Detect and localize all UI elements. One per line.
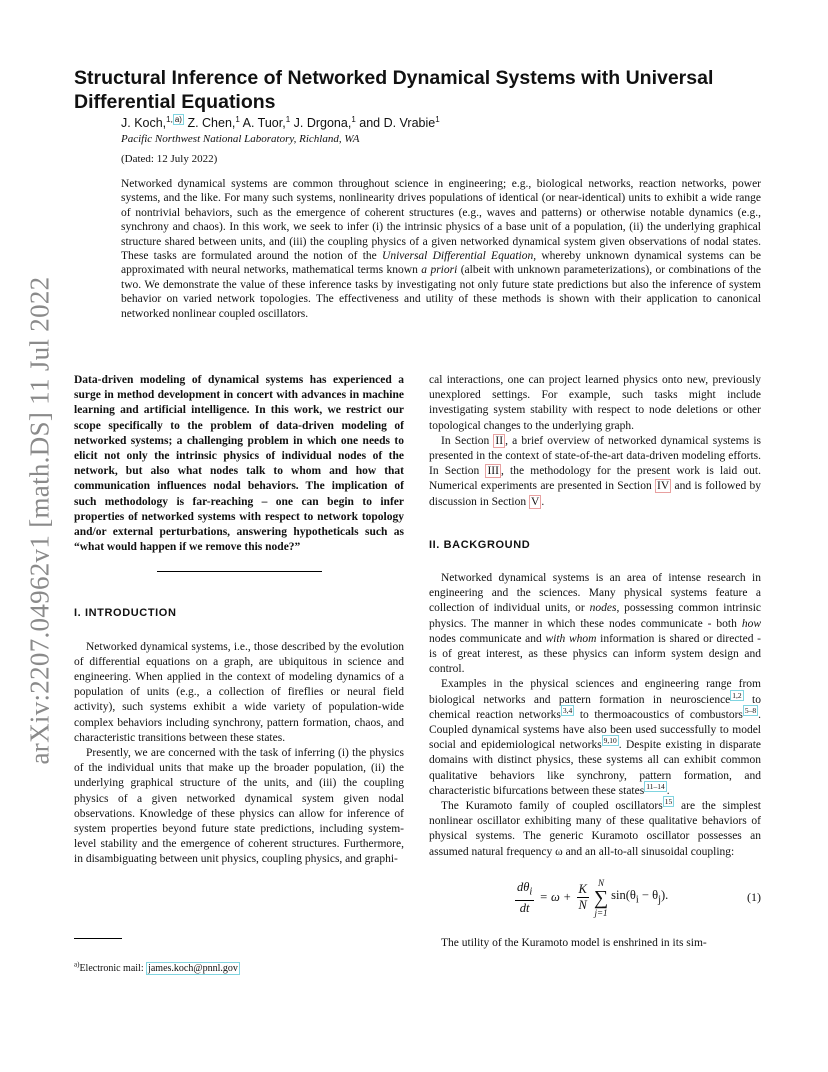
equation-k-over-n xyxy=(577,882,589,913)
emphasis-nodes: nodes xyxy=(589,602,617,615)
outline-text: and is followed by discussion in Section xyxy=(429,480,761,508)
section-link-iii[interactable]: III xyxy=(487,465,499,478)
section-link-iv[interactable]: IV xyxy=(657,480,670,493)
lead-divider xyxy=(157,571,322,572)
equation-sum-upper: N xyxy=(597,877,604,888)
equation-minus-theta: − θ xyxy=(638,888,659,903)
equation-sub-j: j xyxy=(658,894,661,906)
intro-paragraph-1: Networked dynamical systems, i.e., those described by the evolution of differential equations on a graph, are ubiquitous in science and engineering. When applied in the context of modeling dynamics of a population of units (e.g., a collection of fireflies or neural field activity), such systems exhibit a wide variety of population-wide complex behaviors including synchrony, pattern formation, chaos, and characteristic transitions between these states. xyxy=(74,640,404,744)
author-koch-footnote-link[interactable]: a) xyxy=(174,114,182,124)
author-affil-sup: 1 xyxy=(435,114,440,124)
background-paragraph-3 xyxy=(429,799,761,860)
equation-derivative xyxy=(515,880,534,916)
equation-sum-lower: j=1 xyxy=(594,907,608,918)
background-paragraph-2 xyxy=(429,677,761,799)
background-text: . Coupled dynamical systems have also been used successfully to model social and epidemiological networks xyxy=(429,708,761,752)
equation-dt: dt xyxy=(519,900,530,915)
author-koch-affil: 1, xyxy=(166,114,173,124)
arxiv-stamp-text: arXiv:2207.04962v1 [math.DS] 11 Jul 2022 xyxy=(24,276,55,764)
outline-text: . xyxy=(541,495,545,508)
equation-sub-i: i xyxy=(635,894,639,906)
author-drgona: J. Drgona, xyxy=(290,116,352,130)
equation-sum xyxy=(594,878,608,918)
emphasis-how: how xyxy=(741,617,761,630)
background-text: The Kuramoto family of coupled oscillators xyxy=(441,800,663,813)
author-affil-sup: 1 xyxy=(285,114,291,124)
equation-sigma: ∑ xyxy=(593,886,609,909)
abstract xyxy=(121,177,761,321)
background-text: . xyxy=(666,784,670,797)
author-tuor: A. Tuor, xyxy=(239,116,286,130)
background-text: are the simplest nonlinear oscillator exhibiting many of these qualitative behaviors of physical systems. The generic Kuramoto oscillator possesses an assumed natural frequency ω and an all-to-all sinusoidal coupling: xyxy=(429,800,761,858)
lead-paragraph: Data-driven modeling of dynamical systems has experienced a surge in method development in concert with advances in machine learning and artificial intelligence. In this work, we restrict our scope specifically to the problem of data-driven modeling of networked systems; a challenging problem in which one needs to elicit not only the intrinsic physics of individual nodes of the network, but also what nodes talk to whom and how that communication influences nodal behaviors. The implication of such methodology is far-reaching – one can begin to infer properties of networked systems with respect to network topology and/or external perturbations, answering hypotheticals such as “what would happen if we remove this node?” xyxy=(74,374,404,554)
equation-k: K xyxy=(578,882,587,897)
footnote xyxy=(74,960,240,974)
equation-number: (1) xyxy=(747,890,761,905)
section-heading-introduction: I. INTRODUCTION xyxy=(74,607,177,620)
intro-paragraph-2: Presently, we are concerned with the task of inferring (i) the physics of the individual units that make up the broader population, (ii) the underlying graphical structure of the units, and (iii) the coupling physics of a given networked dynamical system given nodal observations. Knowledge of these physics can allow for inference of system properties beyond future state predictions, including system-level stability and the emergence of coherent structures. Furthermore, in disambiguating between unit physics, coupling physics, and graphi- xyxy=(74,747,404,866)
background-text: to thermoacoustics of combustors xyxy=(574,708,743,721)
paper-title: Structural Inference of Networked Dynamical Systems with Universal Differential Equations xyxy=(74,67,714,113)
affiliation: Pacific Northwest National Laboratory, Richland, WA xyxy=(121,133,360,145)
abstract-emphasis-ude: Universal Differential Equation xyxy=(382,250,534,263)
footnote-divider xyxy=(74,938,122,939)
equation-sin: sin(θ xyxy=(611,888,636,903)
citation-link[interactable]: 15 xyxy=(664,797,673,807)
abstract-emphasis-apriori: a priori xyxy=(421,264,458,277)
date-line: (Dated: 12 July 2022) xyxy=(121,153,218,165)
right-column xyxy=(429,373,761,951)
equation-sub-i: i xyxy=(529,886,533,898)
outline-text: In Section xyxy=(441,434,494,447)
abstract-text-2: , whereby unknown dynamical systems can be approximated with neural networks, mathematical terms known xyxy=(121,250,762,277)
citation-link[interactable]: 3,4 xyxy=(562,706,573,716)
background-text: information is shared or directed - is of great interest, as these physics can inform system design and control. xyxy=(429,632,761,676)
equation-omega: = ω + xyxy=(536,890,575,905)
abstract-text-1: Networked dynamical systems are common throughout science in engineering; e.g., biological networks, reaction networks, power systems, and the like. For many such systems, nonlinearity drives populations of identical (or near-identical) units to exhibit a wide range of nontrivial behaviors, such as the emergence of coherent structures (e.g., waves and patterns) or otherwise notable dynamics (e.g., synchrony and chaos). In this work, we seek to infer (i) the intrinsic physics of a base unit of a population, (ii) the underlying graphical structure shared between units, and (iii) the coupling physics of a given networked dynamical system given observations of nodal states. These tasks are formulated around the notion of the xyxy=(121,178,761,263)
author-affil-sup: 1 xyxy=(351,114,356,124)
background-text: , possessing common intrinsic physics. The manner in which these nodes communicate - both xyxy=(429,602,761,630)
background-text: . Despite existing in disparate domains with distinct physics, these systems all can exhibit common qualitative behaviors like synchrony, pattern formation, and characteristic bifurcations between these states xyxy=(429,739,761,797)
outline-text: , a brief overview of networked dynamical systems is presented in the context of state-of-the-art data-driven modeling efforts. In Section xyxy=(429,434,761,478)
citation-link[interactable]: 1,2 xyxy=(732,690,742,700)
author-chen: Z. Chen, xyxy=(183,116,236,130)
author-affil-sup: 1 xyxy=(235,114,240,124)
email-link[interactable]: james.koch@pnnl.gov xyxy=(148,963,238,974)
outline-paragraph xyxy=(429,434,761,510)
section-heading-background: II. BACKGROUND xyxy=(429,538,531,551)
equation-n: N xyxy=(578,898,587,913)
outline-text: , the methodology for the present work is laid out. Numerical experiments are presented in Section xyxy=(429,465,762,493)
citation-link[interactable]: 5–8 xyxy=(744,706,757,716)
equation-sine xyxy=(611,888,668,908)
background-text: nodes communicate and xyxy=(429,632,546,645)
left-column xyxy=(74,373,404,868)
background-text: Examples in the physical sciences and engineering range from biological networks and pattern formation in neuroscience xyxy=(429,678,761,706)
equation-dtheta: dθ xyxy=(517,880,530,895)
author-koch: J. Koch, xyxy=(121,116,167,130)
equation-kuramoto xyxy=(429,878,761,918)
author-vrabie: and D. Vrabie xyxy=(355,116,436,130)
equation-close: ). xyxy=(660,888,669,903)
citation-link[interactable]: 11–14 xyxy=(646,782,665,792)
abstract-text-3: (albeit with unknown parameterizations), or combinations of the two. We demonstrate the value of these inference tasks by investigating not only future state predictions but also the inference of system behavior on varied network topologies. The effectiveness and utility of these methods is shown with their application to canonical networked nonlinear coupled oscillators. xyxy=(121,264,761,320)
arxiv-stamp xyxy=(20,276,60,764)
background-text: Networked dynamical systems is an area of intense research in engineering and the sciences. Many physical systems feature a collection of individual units, or xyxy=(429,572,761,615)
background-paragraph-1 xyxy=(429,571,761,677)
background-text: to chemical reaction networks xyxy=(429,693,761,721)
footnote-label: Electronic mail: xyxy=(79,963,147,974)
equation-numerator xyxy=(515,880,534,901)
background-paragraph-4: The utility of the Kuramoto model is enshrined in its sim- xyxy=(441,936,707,949)
right-paragraph-0: cal interactions, one can project learned physics onto new, previously unexplored settings. For example, such tasks might include investigating system stability with respect to node deletions or other topological changes to the underlying graph. xyxy=(429,374,761,432)
section-link-ii[interactable]: II xyxy=(495,434,504,447)
section-link-v[interactable]: V xyxy=(531,495,540,508)
equation-body xyxy=(513,878,668,918)
citation-link[interactable]: 9,10 xyxy=(603,736,617,746)
author-list xyxy=(121,116,721,131)
footnote-mark: a) xyxy=(74,960,80,969)
emphasis-with-whom: with whom xyxy=(545,632,597,645)
